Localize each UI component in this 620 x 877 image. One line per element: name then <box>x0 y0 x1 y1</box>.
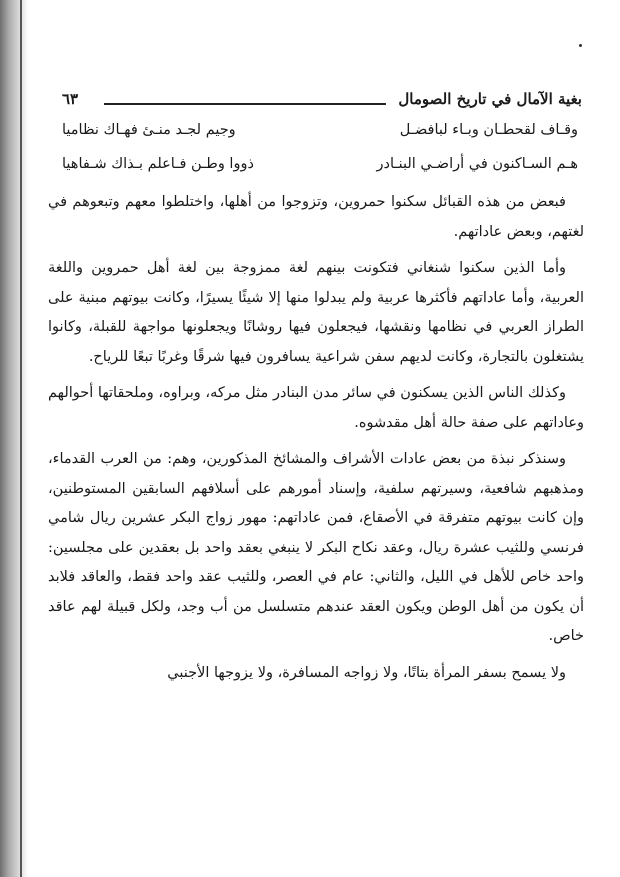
scan-speck <box>579 44 582 47</box>
verse-line-1 <box>60 118 582 148</box>
verse-second-hemistich: وجيم لجـد منـىٔ فهـاك نظاميا <box>62 122 236 138</box>
page-header <box>62 90 582 114</box>
verse-first-hemistich: وقـاف لقحطـان وبـاء لبافضـل <box>399 122 578 138</box>
book-binding-shadow <box>0 0 28 877</box>
body-text <box>48 188 584 688</box>
verse-first-hemistich: هـم السـاكنون في أراضـي البنـادر <box>376 156 578 172</box>
verse-line-2 <box>60 152 582 182</box>
page-number: ٦٣ <box>62 90 79 108</box>
header-rule <box>104 103 386 105</box>
paragraph: فبعض من هذه القبائل سكنوا حمروين، وتزوجوا من أهلها، واختلطوا معهم وتبعوهم في لغتهم، وبعض عاداتهم. <box>48 194 584 240</box>
paragraph: وكذلك الناس الذين يسكنون في سائر مدن البنادر مثل مركه، وبراوه، وملحقاتها أحوالهم وعاداتهم على صفة حالة أهل مقدشوه. <box>48 385 584 431</box>
running-title: بغية الآمال في تاريخ الصومال <box>398 90 582 108</box>
book-binding-edge <box>20 0 22 877</box>
paragraph: وأما الذين سكنوا شنغاني فتكونت بينهم لغة ممزوجة بين لغة أهل حمروين واللغة العربية، وأما عاداتهم فأكثرها عربية ولم يبدلوا منها إلا شيئًا يسيرًا، وكانت بيوتهم مبنية على الطراز العربي في نظامها ونقشها، فيجعلون فيها روشانًا ويجعلونها مواجهة للقبلة، وكانوا يشتغلون بالتجارة، وكانت لديهم سفن شراعية يسافرون فيها شرقًا وغربًا تبعًا للرياح. <box>48 260 584 365</box>
paragraph: ولا يسمح بسفر المرأة بتاتًا، ولا زواجه المسافرة، ولا يزوجها الأجنبي <box>167 664 566 681</box>
verse-second-hemistich: ذووا وطـن فـاعلم بـذاك شـفاهيا <box>62 156 254 172</box>
paragraph: وسنذكر نبذة من بعض عادات الأشراف والمشائخ المذكورين، وهم: من العرب القدماء، ومذهبهم شافعية، وسيرتهم سلفية، وإسناد أمورهم على أسلافهم السابقين المستوطنين، وإن كانت بيوتهم متفرقة في الأصقاع، فمن عاداتهم: مهور زواج البكر عشرين ريال شامي فرنسي وللثيب عشرة ريال، وعقد نكاح البكر لا ينبغي بعقد واحد بل بعقدين على مجلسين: واحد خاص للأهل في الليل، والثاني: عام في العصر، وللثيب عقد واحد فقط، والعاقد فلابد أن يكون من أهل الوطن ويكون العقد عندهم متسلسل من أب وجد، ولكل قبيلة لهم عاقد خاص. <box>48 451 584 644</box>
